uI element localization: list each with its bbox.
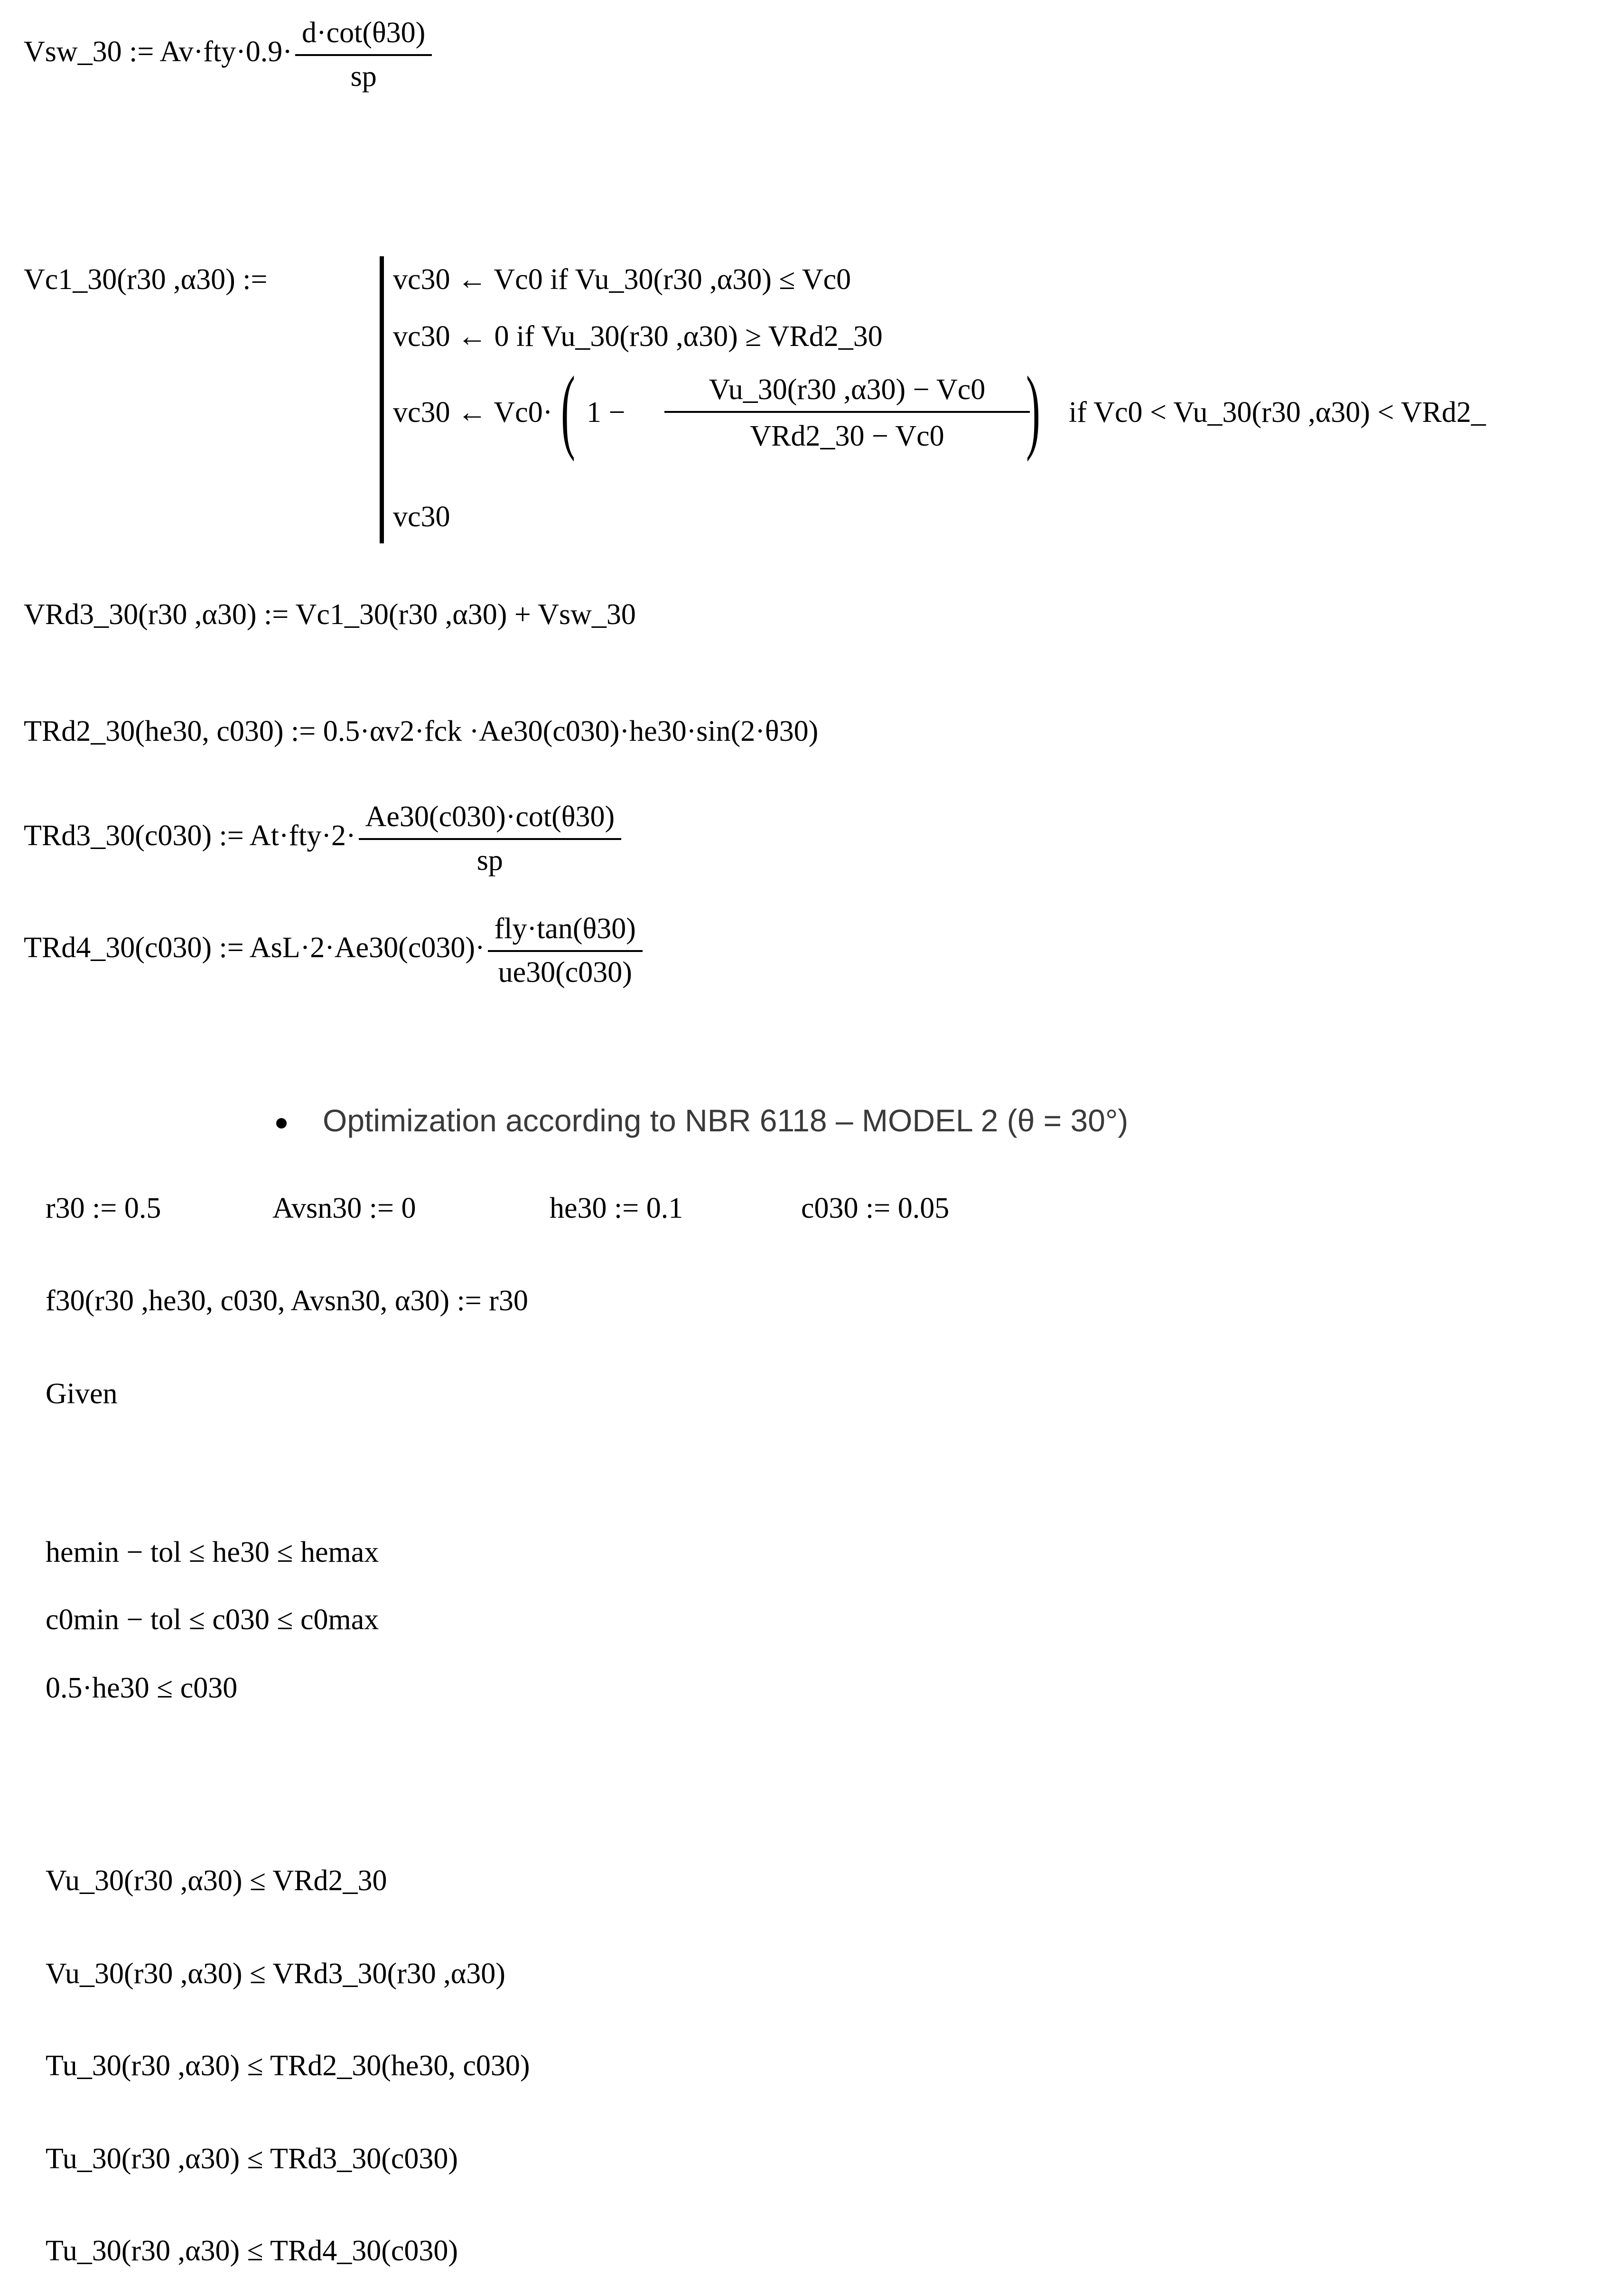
- constraint-vu-vrd2[interactable]: Vu_30(r30 ,α30) ≤ VRd2_30: [46, 1865, 387, 1897]
- trd4-numerator: fly·tan(θ30): [488, 914, 643, 952]
- constraint-tu-trd2[interactable]: Tu_30(r30 ,α30) ≤ TRd2_30(he30, c030): [46, 2050, 530, 2082]
- vc1-row-3-denominator: VRd2_30 − Vc0: [750, 420, 944, 452]
- bullet-dot: [276, 1118, 287, 1129]
- given-keyword: Given: [46, 1378, 118, 1410]
- constraint-vu-vrd3[interactable]: Vu_30(r30 ,α30) ≤ VRd3_30(r30 ,α30): [46, 1958, 505, 1990]
- init-r30[interactable]: r30 := 0.5: [46, 1192, 161, 1224]
- vsw-lhs: Vsw_30 := Av·fty·0.9·: [24, 36, 292, 68]
- trd4-denominator: ue30(c030): [498, 956, 632, 989]
- init-c030[interactable]: c030 := 0.05: [801, 1192, 950, 1224]
- vc1-row-2[interactable]: vc30 ← 0 if Vu_30(r30 ,α30) ≥ VRd2_30: [393, 320, 883, 353]
- trd3-fraction: [359, 802, 622, 875]
- vc1-row-3-pre: vc30 ← Vc0·: [393, 396, 553, 429]
- trd3-definition[interactable]: [24, 802, 624, 875]
- vsw-denominator: sp: [350, 60, 377, 93]
- trd2-definition[interactable]: TRd2_30(he30, c030) := 0.5·αv2·fck ·Ae30(c030)·he30·sin(2·θ30): [24, 715, 819, 747]
- trd4-fraction: [488, 914, 643, 987]
- vsw-numerator: d·cot(θ30): [295, 18, 432, 56]
- vrd3-definition[interactable]: VRd3_30(r30 ,α30) := Vc1_30(r30 ,α30) + Vsw_30: [24, 598, 636, 631]
- right-paren: ): [1026, 357, 1040, 462]
- trd3-lhs: TRd3_30(c030) := At·fty·2·: [24, 820, 356, 852]
- vc1-row-3-numerator: Vu_30(r30 ,α30) − Vc0: [709, 373, 986, 406]
- constraint-tu-trd4[interactable]: Tu_30(r30 ,α30) ≤ TRd4_30(c030): [46, 2235, 458, 2267]
- trd4-lhs: TRd4_30(c030) := AsL·2·Ae30(c030)·: [24, 932, 485, 964]
- constraint-tu-trd3[interactable]: Tu_30(r30 ,α30) ≤ TRd3_30(c030): [46, 2143, 458, 2175]
- init-avsn30[interactable]: Avsn30 := 0: [272, 1192, 416, 1224]
- left-paren: (: [561, 357, 575, 462]
- vsw-fraction: [295, 18, 432, 91]
- optimization-heading: Optimization according to NBR 6118 – MODEL 2 (θ = 30°): [323, 1103, 1129, 1138]
- vc1-lhs: Vc1_30(r30 ,α30) :=: [24, 263, 268, 296]
- init-he30[interactable]: he30 := 0.1: [550, 1192, 683, 1224]
- program-bar: [380, 256, 384, 543]
- vc1-row-1[interactable]: vc30 ← Vc0 if Vu_30(r30 ,α30) ≤ Vc0: [393, 263, 851, 296]
- constraint-c0-range[interactable]: c0min − tol ≤ c030 ≤ c0max: [46, 1604, 379, 1636]
- vsw-definition[interactable]: [24, 18, 435, 91]
- constraint-he-c0[interactable]: 0.5·he30 ≤ c030: [46, 1672, 238, 1704]
- trd4-definition[interactable]: [24, 914, 645, 987]
- vc1-fraction-bar: [664, 411, 1030, 413]
- constraint-he-range[interactable]: hemin − tol ≤ he30 ≤ hemax: [46, 1536, 379, 1568]
- vc1-row-3-one: 1 −: [587, 396, 625, 429]
- trd3-denominator: sp: [476, 844, 503, 877]
- vc1-row-4[interactable]: vc30: [393, 501, 450, 533]
- objective-function[interactable]: f30(r30 ,he30, c030, Avsn30, α30) := r30: [46, 1285, 528, 1317]
- vc1-row-3-condition: if Vc0 < Vu_30(r30 ,α30) < VRd2_: [1069, 396, 1486, 429]
- trd3-numerator: Ae30(c030)·cot(θ30): [359, 802, 622, 840]
